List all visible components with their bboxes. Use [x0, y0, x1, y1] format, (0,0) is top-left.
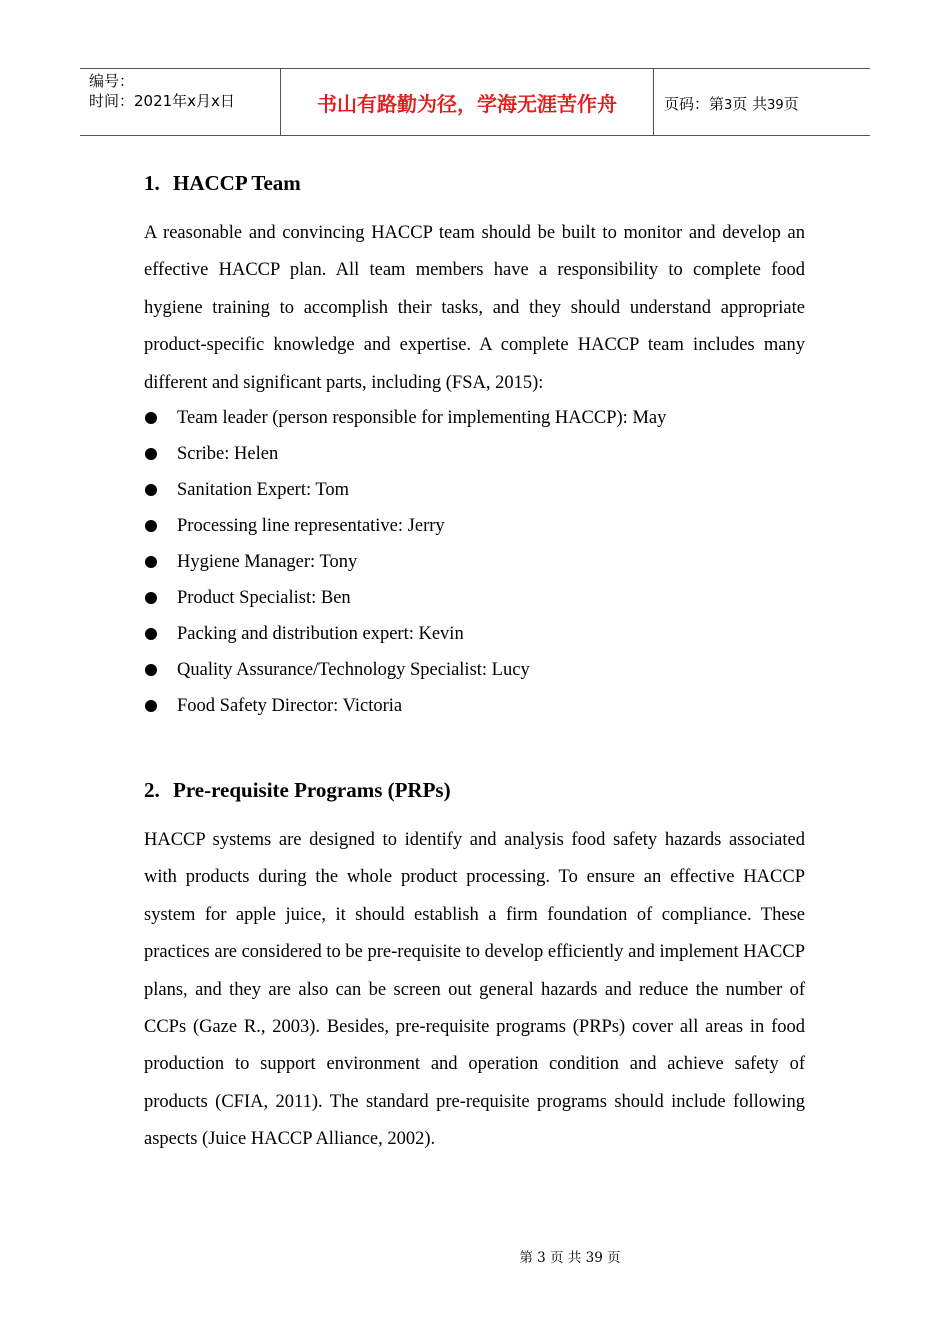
section-paragraph: HACCP systems are designed to identify and analysis food safety hazards associated with products during the whole product processing. To ensure an effective HACCP system for apple juice, it should establish a firm foundation of compliance. These practices are considered to be pre-requisite to develop efficiently and implement HACCP plans, and they are also can be screen out general hazards and reduce the number of CCPs (Gaze R., 2003). Besides, pre-requisite programs (PRPs) cover all areas in food production to support environment and operation condition and achieve safety of products (CFIA, 2011). The standard pre-requisite programs should include following aspects (Juice HACCP Alliance, 2002).	[144, 830, 805, 1150]
page-current: 3	[724, 98, 733, 113]
list-item-text: Packing and distribution expert: Kevin	[177, 624, 464, 644]
list-item	[144, 436, 805, 472]
list-item-text: Team leader (person responsible for implementing HACCP): May	[177, 408, 667, 428]
bullet-icon	[145, 664, 157, 676]
section-paragraph: A reasonable and convincing HACCP team should be built to monitor and develop an effective HACCP plan. All team members have a responsibility to complete food hygiene training to accomplish their tasks, and they should understand appropriate product-specific knowledge and expertise. A complete HACCP team includes many different and significant parts, including (FSA, 2015):	[144, 223, 805, 393]
bullet-icon	[145, 520, 157, 532]
list-item-text: Processing line representative: Jerry	[177, 516, 445, 536]
page-footer: 第 3 页 共 39 页	[519, 1250, 621, 1266]
section-number: 2.	[144, 778, 160, 802]
team-member-list	[144, 400, 805, 724]
list-item	[144, 616, 805, 652]
page-suffix: 页	[783, 95, 799, 113]
document-time: 时间：2021年x月x日	[89, 92, 235, 110]
bullet-icon	[145, 484, 157, 496]
section-title: Pre-requisite Programs (PRPs)	[173, 778, 451, 802]
bullet-icon	[145, 592, 157, 604]
list-item	[144, 472, 805, 508]
bullet-icon	[145, 412, 157, 424]
header-motto: 书山有路勤为径，学海无涯苦作舟	[281, 69, 654, 135]
page-mid: 页 共	[732, 95, 768, 113]
list-item	[144, 544, 805, 580]
list-item	[144, 652, 805, 688]
document-number-label: 编号：	[89, 72, 135, 90]
list-item-text: Scribe: Helen	[177, 444, 279, 464]
section-heading-prerequisite-programs	[144, 778, 451, 803]
header-meta	[80, 69, 281, 135]
list-item	[144, 580, 805, 616]
bullet-icon	[145, 700, 157, 712]
list-item-text: Sanitation Expert: Tom	[177, 480, 350, 500]
list-item	[144, 508, 805, 544]
page-header	[80, 68, 870, 136]
header-page-number	[654, 69, 870, 135]
list-item-text: Food Safety Director: Victoria	[177, 696, 403, 716]
bullet-icon	[145, 556, 157, 568]
list-item-text: Hygiene Manager: Tony	[177, 552, 358, 572]
section-title: HACCP Team	[173, 171, 301, 195]
section-number: 1.	[144, 171, 160, 195]
list-item-text: Quality Assurance/Technology Specialist: Lucy	[177, 660, 530, 680]
page-total: 39	[767, 98, 784, 113]
page-prefix: 页码：第	[664, 95, 725, 113]
list-item	[144, 688, 805, 724]
list-item-text: Product Specialist: Ben	[177, 588, 351, 608]
section-heading-haccp-team	[144, 171, 301, 196]
list-item	[144, 400, 805, 436]
bullet-icon	[145, 628, 157, 640]
bullet-icon	[145, 448, 157, 460]
